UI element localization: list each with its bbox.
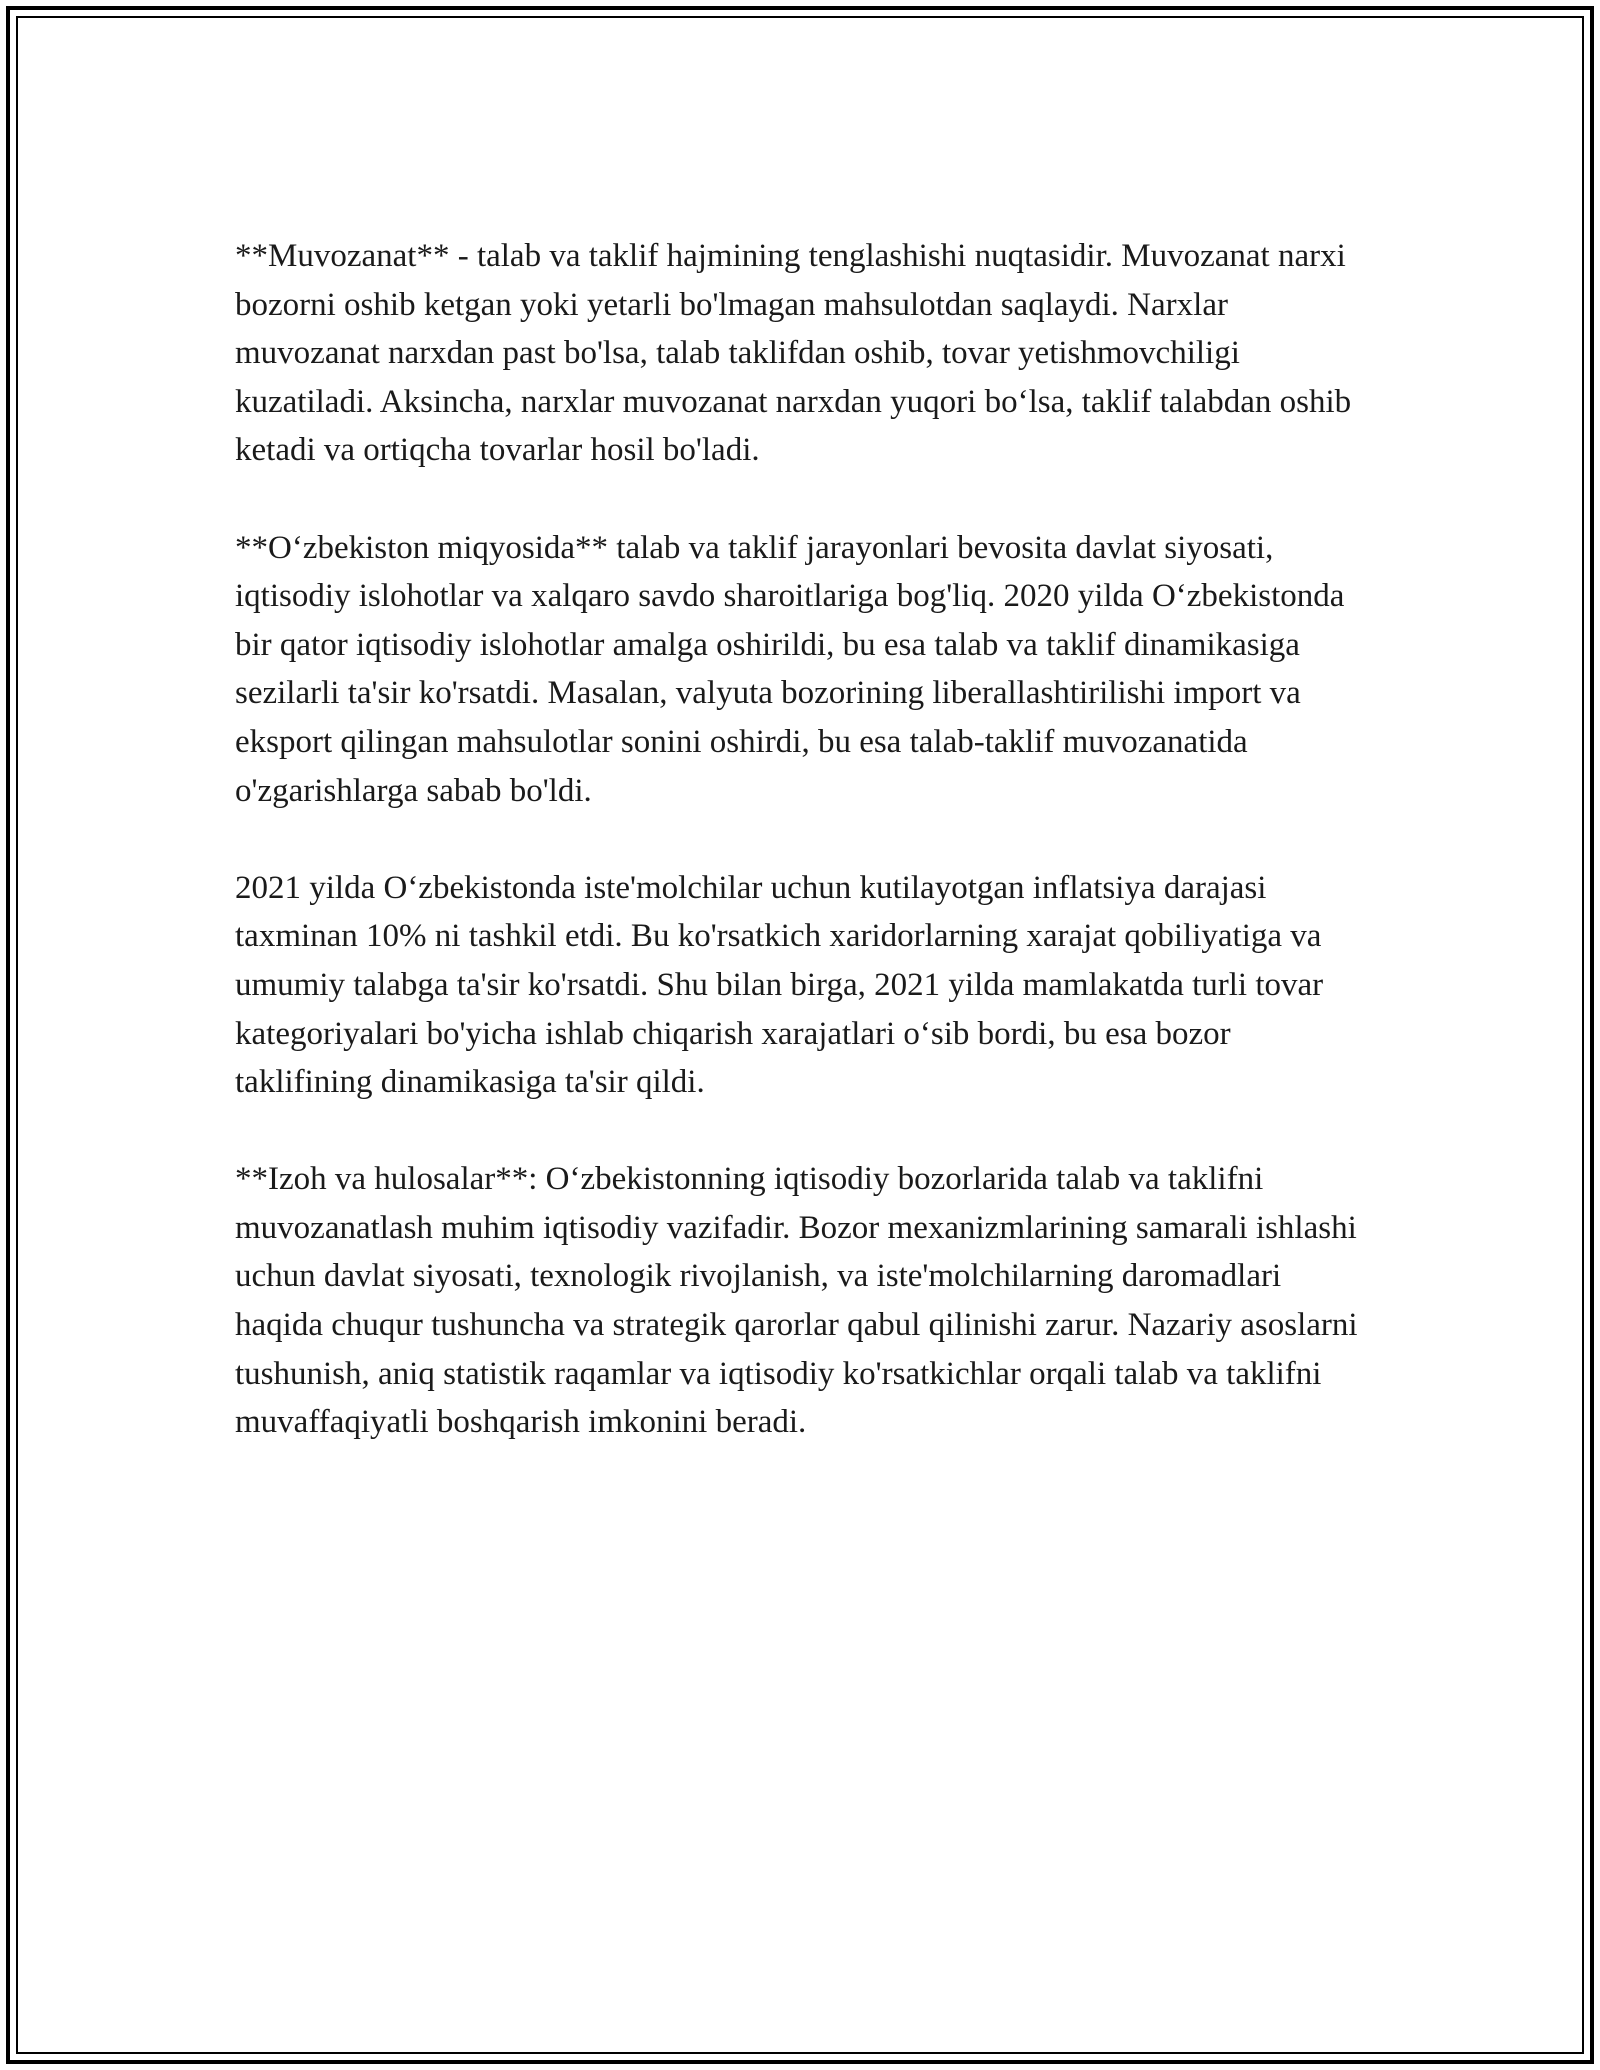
paragraph-izoh-va-hulosalar: **Izoh va hulosalar**: O‘zbekistonning iqtisodiy bozorlarida talab va taklifni muvozanatlash muhim iqtisodiy vazifadir. Bozor mexanizmlarining samarali ishlashi uchun davlat siyosati, texnologik rivojlanish, va iste'molchilarning daromadlari haqida chuqur tushuncha va strategik qarorlar qabul qilinishi zarur. Nazariy asoslarni tushunish, aniq statistik raqamlar va iqtisodiy ko'rsatkichlar orqali talab va taklifni muvaffaqiyatli boshqarish imkonini beradi. [235,1161,1358,1441]
paragraph-muvozanat: **Muvozanat** - talab va taklif hajmining tenglashishi nuqtasidir. Muvozanat narxi bozorni oshib ketgan yoki yetarli bo'lmagan mahsulotdan saqlaydi. Narxlar muvozanat narxdan past bo'lsa, talab taklifdan oshib, tovar yetishmovchiligi kuzatiladi. Aksincha, narxlar muvozanat narxdan yuqori bo‘lsa, taklif talabdan oshib ketadi va ortiqcha tovarlar hosil bo'ladi. [235,238,1352,469]
document-body [235,232,1375,1495]
paragraph-ozbekiston-miqyosida: **O‘zbekiston miqyosida** talab va taklif jarayonlari bevosita davlat siyosati, iqtisodiy islohotlar va xalqaro savdo sharoitlariga bog'liq. 2020 yilda O‘zbekistonda bir qator iqtisodiy islohotlar amalga oshirildi, bu esa talab va taklif dinamikasiga sezilarli ta'sir ko'rsatdi. Masalan, valyuta bozorining liberallashtirilishi import va eksport qilingan mahsulotlar sonini oshirdi, bu esa talab-taklif muvozanatida o'zgarishlarga sabab bo'ldi. [235,529,1345,809]
paragraph-2021-inflatsiya: 2021 yilda O‘zbekistonda iste'molchilar uchun kutilayotgan inflatsiya darajasi taxminan 10% ni tashkil etdi. Bu ko'rsatkich xaridorlarning xarajat qobiliyatiga va umumiy talabga ta'sir ko'rsatdi. Shu bilan birga, 2021 yilda mamlakatda turli tovar kategoriyalari bo'yicha ishlab chiqarish xarajatlari o‘sib bordi, bu esa bozor taklifining dinamikasiga ta'sir qildi. [235,869,1324,1101]
